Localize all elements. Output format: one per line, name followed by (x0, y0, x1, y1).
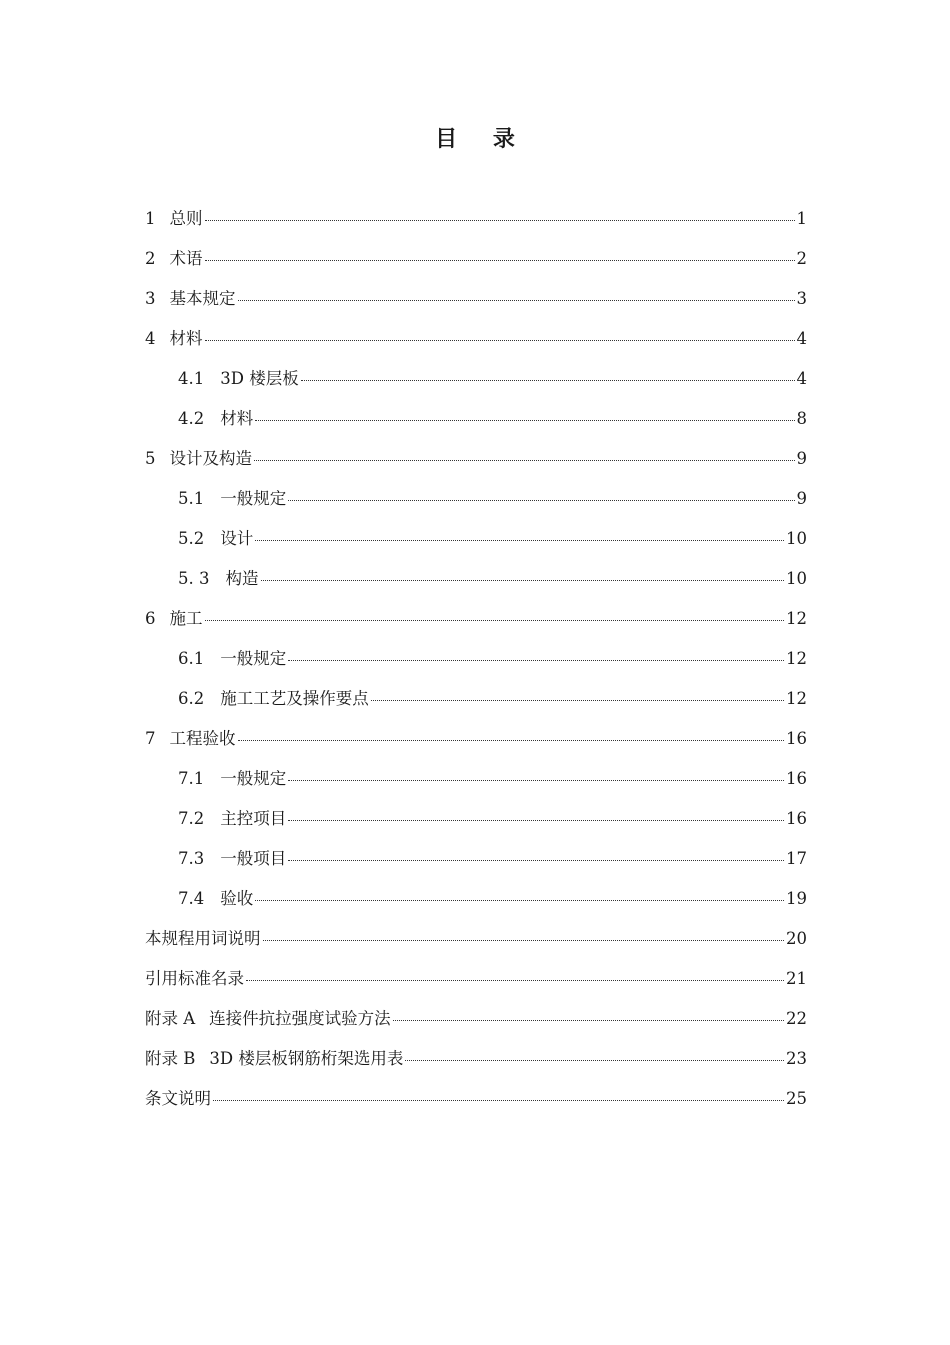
toc-entry[interactable] (145, 845, 807, 885)
toc-entry-label: 构造 (225, 569, 259, 588)
toc-entry[interactable] (145, 805, 807, 845)
toc-entry-page-number: 4 (796, 329, 807, 348)
toc-entry[interactable] (145, 245, 807, 285)
toc-entry-number: 5. 3 (178, 569, 210, 588)
toc-entry-number: 5.1 (178, 489, 205, 508)
toc-entry-number: 4.2 (178, 409, 205, 428)
toc-entry[interactable] (145, 365, 807, 405)
toc-dot-leader (238, 740, 785, 741)
toc-entry-page-number: 12 (786, 609, 807, 628)
toc-entry[interactable] (145, 645, 807, 685)
toc-entry[interactable] (145, 765, 807, 805)
toc-dot-leader (255, 900, 784, 901)
toc-entry-page-number: 10 (786, 569, 807, 588)
toc-entry-page-number: 12 (786, 649, 807, 668)
toc-entry-page-number: 16 (786, 729, 807, 748)
toc-entry[interactable] (145, 485, 807, 525)
toc-entry-page-number: 16 (786, 809, 807, 828)
toc-entry-label: 主控项目 (220, 809, 287, 828)
toc-dot-leader (288, 660, 784, 661)
toc-dot-leader (205, 220, 795, 221)
toc-entry-label: 术语 (169, 249, 203, 268)
toc-entry-number: 7.3 (178, 849, 205, 868)
toc-entry[interactable] (145, 885, 807, 925)
toc-entry-label: 一般规定 (220, 769, 287, 788)
toc-dot-leader (254, 460, 795, 461)
toc-dot-leader (263, 940, 785, 941)
toc-dot-leader (288, 500, 794, 501)
toc-dot-leader (238, 300, 795, 301)
toc-entry-page-number: 9 (796, 449, 807, 468)
toc-entry-page-number: 1 (796, 209, 807, 228)
toc-entry-page-number: 20 (786, 929, 807, 948)
toc-entry[interactable] (145, 605, 807, 645)
toc-entry[interactable] (145, 925, 807, 965)
toc-entry-label: 工程验收 (169, 729, 236, 748)
toc-entry-page-number: 16 (786, 769, 807, 788)
toc-dot-leader (255, 540, 784, 541)
toc-entry-label: 条文说明 (145, 1089, 211, 1108)
toc-dot-leader (246, 980, 784, 981)
toc-entry-label: 基本规定 (169, 289, 236, 308)
toc-entry-page-number: 23 (786, 1049, 807, 1068)
toc-dot-leader (288, 820, 784, 821)
toc-entry-number: 附录 A (145, 1009, 196, 1028)
toc-entry-label: 施工工艺及操作要点 (220, 689, 369, 708)
toc-entry-page-number: 25 (786, 1089, 807, 1108)
toc-entry[interactable] (145, 725, 807, 765)
toc-entry-page-number: 8 (796, 409, 807, 428)
toc-entry-label: 验收 (220, 889, 254, 908)
toc-entry-number: 4.1 (178, 369, 205, 388)
toc-dot-leader (213, 1100, 784, 1101)
toc-dot-leader (255, 420, 794, 421)
toc-dot-leader (205, 620, 785, 621)
toc-entry-label: 连接件抗拉强度试验方法 (209, 1009, 391, 1028)
toc-dot-leader (261, 580, 785, 581)
toc-dot-leader (288, 780, 784, 781)
toc-dot-leader (371, 700, 784, 701)
toc-entry-number: 5 (145, 449, 156, 468)
toc-title: 目 录 (435, 127, 529, 152)
toc-entry-label: 设计及构造 (169, 449, 252, 468)
toc-entry-label: 3D 楼层板钢筋桁架选用表 (209, 1049, 404, 1068)
toc-entry[interactable] (145, 405, 807, 445)
toc-entry-label: 总则 (169, 209, 203, 228)
toc-entry-number: 2 (145, 249, 156, 268)
toc-entry-label: 材料 (220, 409, 254, 428)
toc-entry[interactable] (145, 1005, 807, 1045)
toc-entry-label: 材料 (169, 329, 203, 348)
toc-entry-page-number: 9 (796, 489, 807, 508)
toc-entry[interactable] (145, 325, 807, 365)
toc-entry[interactable] (145, 965, 807, 1005)
toc-dot-leader (205, 340, 795, 341)
toc-dot-leader (405, 1060, 784, 1061)
toc-entry-label: 施工 (169, 609, 203, 628)
toc-dot-leader (288, 860, 784, 861)
toc-entry-number: 7.4 (178, 889, 205, 908)
table-of-contents (145, 205, 807, 1125)
toc-entry-label: 一般规定 (220, 489, 287, 508)
toc-entry-number: 5.2 (178, 529, 205, 548)
toc-entry[interactable] (145, 285, 807, 325)
toc-entry-label: 一般项目 (220, 849, 287, 868)
toc-entry-number: 6.2 (178, 689, 205, 708)
toc-entry-number: 6 (145, 609, 156, 628)
toc-entry-number: 6.1 (178, 649, 205, 668)
toc-entry-page-number: 19 (786, 889, 807, 908)
toc-entry-label: 引用标准名录 (145, 969, 244, 988)
toc-entry-number: 4 (145, 329, 156, 348)
toc-entry-page-number: 21 (786, 969, 807, 988)
toc-entry-number: 1 (145, 209, 156, 228)
toc-entry[interactable] (145, 1085, 807, 1125)
toc-entry-number: 7 (145, 729, 156, 748)
toc-entry[interactable] (145, 1045, 807, 1085)
toc-dot-leader (205, 260, 795, 261)
toc-entry-number: 附录 B (145, 1049, 196, 1068)
toc-entry-label: 本规程用词说明 (145, 929, 261, 948)
toc-entry-label: 一般规定 (220, 649, 287, 668)
toc-entry-number: 7.1 (178, 769, 205, 788)
toc-entry-page-number: 2 (796, 249, 807, 268)
toc-dot-leader (301, 380, 795, 381)
toc-entry[interactable] (145, 525, 807, 565)
toc-entry-page-number: 12 (786, 689, 807, 708)
toc-entry[interactable] (145, 205, 807, 245)
toc-entry-page-number: 22 (786, 1009, 807, 1028)
toc-entry-label: 3D 楼层板 (220, 369, 299, 388)
toc-entry[interactable] (145, 445, 807, 485)
toc-entry-page-number: 3 (796, 289, 807, 308)
toc-entry[interactable] (145, 565, 807, 605)
toc-entry-page-number: 10 (786, 529, 807, 548)
toc-entry-number: 7.2 (178, 809, 205, 828)
toc-entry[interactable] (145, 685, 807, 725)
toc-entry-label: 设计 (220, 529, 254, 548)
toc-entry-page-number: 17 (786, 849, 807, 868)
toc-entry-number: 3 (145, 289, 156, 308)
toc-entry-page-number: 4 (796, 369, 807, 388)
toc-dot-leader (393, 1020, 784, 1021)
